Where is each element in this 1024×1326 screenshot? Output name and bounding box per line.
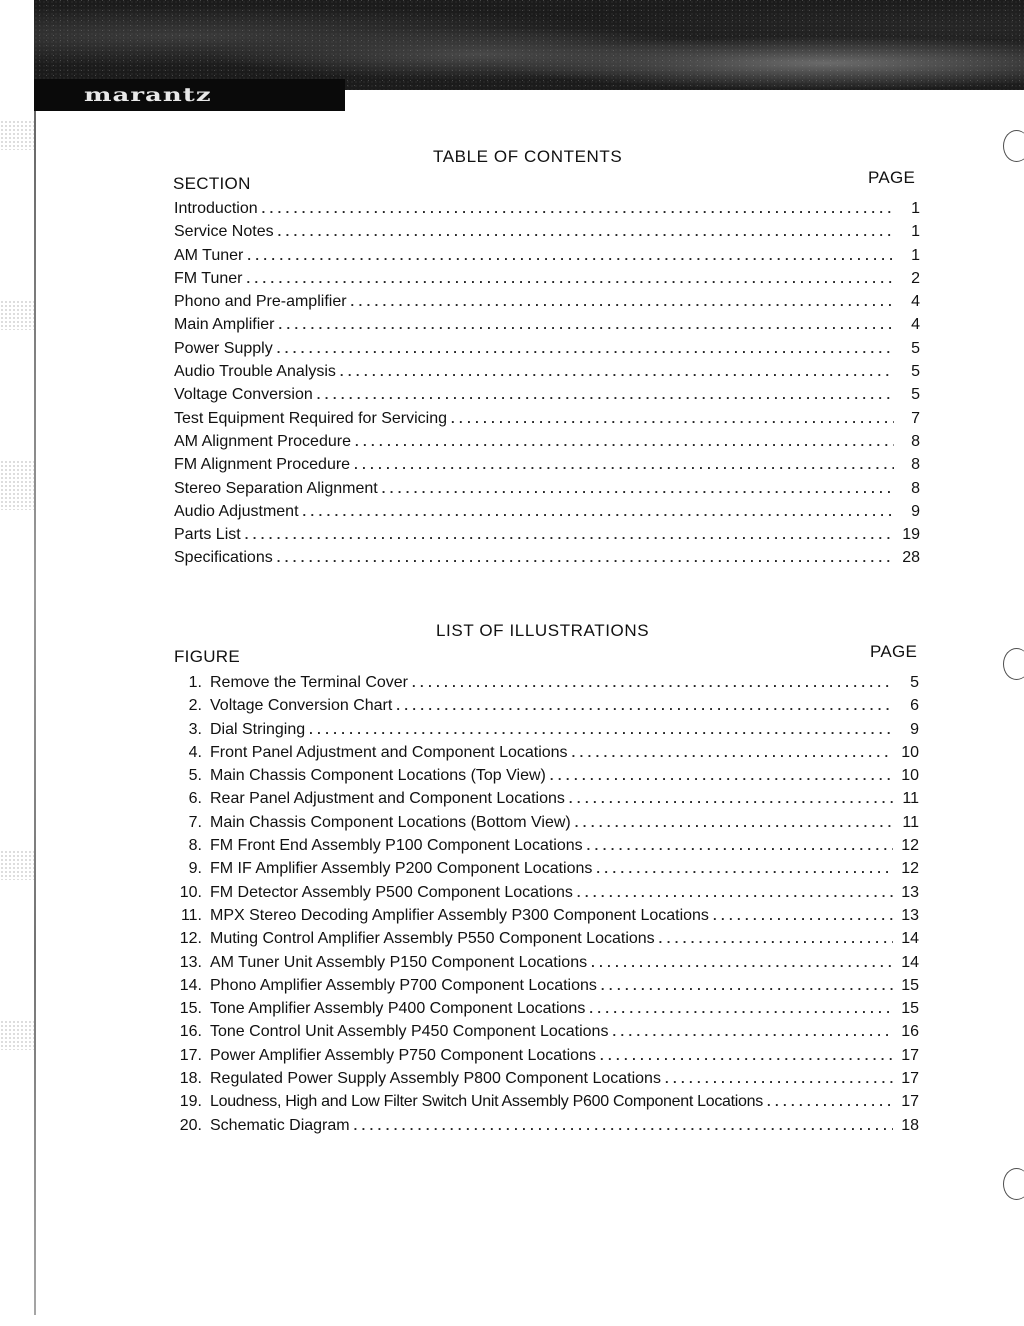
dot-leader	[601, 978, 893, 993]
toc-entry[interactable]: Introduction . . . 1	[174, 200, 920, 223]
toc-entry[interactable]: Phono and Pre-amplifier . . . 4	[174, 293, 920, 316]
toc-entry[interactable]: Power Supply . . . 5	[174, 340, 920, 363]
toc-page-header: PAGE	[868, 168, 916, 187]
figure-entry[interactable]: 3. Dial Stringing . . . 9	[173, 721, 919, 744]
dot-leader	[396, 698, 893, 713]
figure-entry[interactable]: 17. Power Amplifier Assembly P750 Component Locations . . . 17	[173, 1047, 919, 1070]
dot-leader	[569, 791, 893, 806]
figure-entry[interactable]: 8. FM Front End Assembly P100 Component Locations . . . 12	[173, 837, 919, 860]
dot-leader	[317, 387, 894, 402]
toc-entry[interactable]: Stereo Separation Alignment . . . 8	[174, 480, 920, 503]
scan-speckle	[0, 300, 34, 330]
dot-leader	[575, 815, 893, 830]
dot-leader	[713, 908, 893, 923]
brand-logo-bar	[34, 79, 345, 111]
figure-entry[interactable]: 6. Rear Panel Adjustment and Component Locations . . . 11	[173, 790, 919, 813]
toc-entry[interactable]: AM Alignment Procedure . . . 8	[174, 433, 920, 456]
figure-entry[interactable]: 9. FM IF Amplifier Assembly P200 Component Locations . . . 12	[173, 860, 919, 883]
toc-entry[interactable]: FM Alignment Procedure . . . 8	[174, 456, 920, 479]
figure-entry[interactable]: 16. Tone Control Unit Assembly P450 Component Locations . . . 16	[173, 1023, 919, 1046]
dot-leader	[354, 1118, 893, 1133]
dot-leader	[767, 1094, 893, 1109]
toc-entry[interactable]: Specifications . . . 28	[174, 549, 920, 572]
hole-punch-icon	[1003, 648, 1024, 680]
toc-section-header: SECTION	[173, 174, 251, 193]
header-band	[34, 0, 1024, 90]
dot-leader	[451, 411, 894, 426]
dot-leader	[277, 341, 894, 356]
dot-leader	[600, 1048, 893, 1063]
toc-entry[interactable]: Audio Trouble Analysis . . . 5	[174, 363, 920, 386]
illustrations-list	[173, 674, 919, 1140]
figure-entry[interactable]: 11. MPX Stereo Decoding Amplifier Assembly P300 Component Locations . . . 13	[173, 907, 919, 930]
figure-entry[interactable]: 7. Main Chassis Component Locations (Bottom View) . . . 11	[173, 814, 919, 837]
dot-leader	[246, 271, 894, 286]
brand-logo: marantz	[84, 84, 212, 106]
toc-entry[interactable]: Test Equipment Required for Servicing . . . 7	[174, 410, 920, 433]
figure-entry[interactable]: 15. Tone Amplifier Assembly P400 Component Locations . . . 15	[173, 1000, 919, 1023]
toc-list	[174, 200, 920, 573]
binding-edge	[34, 100, 36, 1315]
dot-leader	[354, 457, 894, 472]
dot-leader	[303, 504, 894, 519]
figure-entry[interactable]: 12. Muting Control Amplifier Assembly P550 Component Locations . . . 14	[173, 930, 919, 953]
dot-leader	[262, 201, 894, 216]
dot-leader	[591, 955, 893, 970]
dot-leader	[340, 364, 894, 379]
scan-speckle	[0, 460, 34, 510]
figure-entry[interactable]: 1. Remove the Terminal Cover . . . 5	[173, 674, 919, 697]
toc-entry[interactable]: AM Tuner . . . 1	[174, 247, 920, 270]
hole-punch-icon	[1003, 1168, 1024, 1200]
toc-entry[interactable]: Voltage Conversion . . . 5	[174, 386, 920, 409]
toc-title: TABLE OF CONTENTS	[433, 147, 623, 166]
scan-speckle	[0, 850, 34, 880]
dot-leader	[659, 931, 893, 946]
figure-entry[interactable]: 10. FM Detector Assembly P500 Component Locations . . . 13	[173, 884, 919, 907]
dot-leader	[572, 745, 893, 760]
toc-entry[interactable]: Main Amplifier . . . 4	[174, 316, 920, 339]
dot-leader	[309, 722, 893, 737]
dot-leader	[412, 675, 893, 690]
toc-entry[interactable]: FM Tuner . . . 2	[174, 270, 920, 293]
figure-entry[interactable]: 20. Schematic Diagram . . . 18	[173, 1117, 919, 1140]
figure-entry[interactable]: 4. Front Panel Adjustment and Component Locations . . . 10	[173, 744, 919, 767]
figure-entry[interactable]: 14. Phono Amplifier Assembly P700 Component Locations . . . 15	[173, 977, 919, 1000]
scan-speckle	[0, 120, 34, 150]
dot-leader	[550, 768, 893, 783]
illustrations-title: LIST OF ILLUSTRATIONS	[436, 621, 650, 640]
figure-entry[interactable]: 13. AM Tuner Unit Assembly P150 Component Locations . . . 14	[173, 954, 919, 977]
dot-leader	[589, 1001, 893, 1016]
dot-leader	[355, 434, 894, 449]
dot-leader	[351, 294, 894, 309]
dot-leader	[665, 1071, 893, 1086]
dot-leader	[382, 481, 894, 496]
dot-leader	[587, 838, 893, 853]
figure-entry[interactable]: 5. Main Chassis Component Locations (Top View) . . . 10	[173, 767, 919, 790]
toc-entry[interactable]: Parts List . . . 19	[174, 526, 920, 549]
toc-entry[interactable]: Service Notes . . . 1	[174, 223, 920, 246]
dot-leader	[612, 1024, 893, 1039]
dot-leader	[278, 317, 894, 332]
figure-entry[interactable]: 2. Voltage Conversion Chart . . . 6	[173, 697, 919, 720]
dot-leader	[278, 224, 894, 239]
dot-leader	[245, 527, 894, 542]
dot-leader	[247, 248, 894, 263]
hole-punch-icon	[1003, 130, 1024, 162]
illustrations-page-header: PAGE	[870, 642, 918, 661]
illustrations-figure-header: FIGURE	[174, 647, 241, 666]
figure-entry[interactable]: 19. Loudness, High and Low Filter Switch Unit Assembly P600 Component Locations . . . 17	[173, 1093, 919, 1116]
scan-speckle	[0, 1020, 34, 1050]
dot-leader	[577, 885, 893, 900]
dot-leader	[277, 550, 894, 565]
toc-entry[interactable]: Audio Adjustment . . . 9	[174, 503, 920, 526]
figure-entry[interactable]: 18. Regulated Power Supply Assembly P800 Component Locations . . . 17	[173, 1070, 919, 1093]
dot-leader	[596, 861, 893, 876]
